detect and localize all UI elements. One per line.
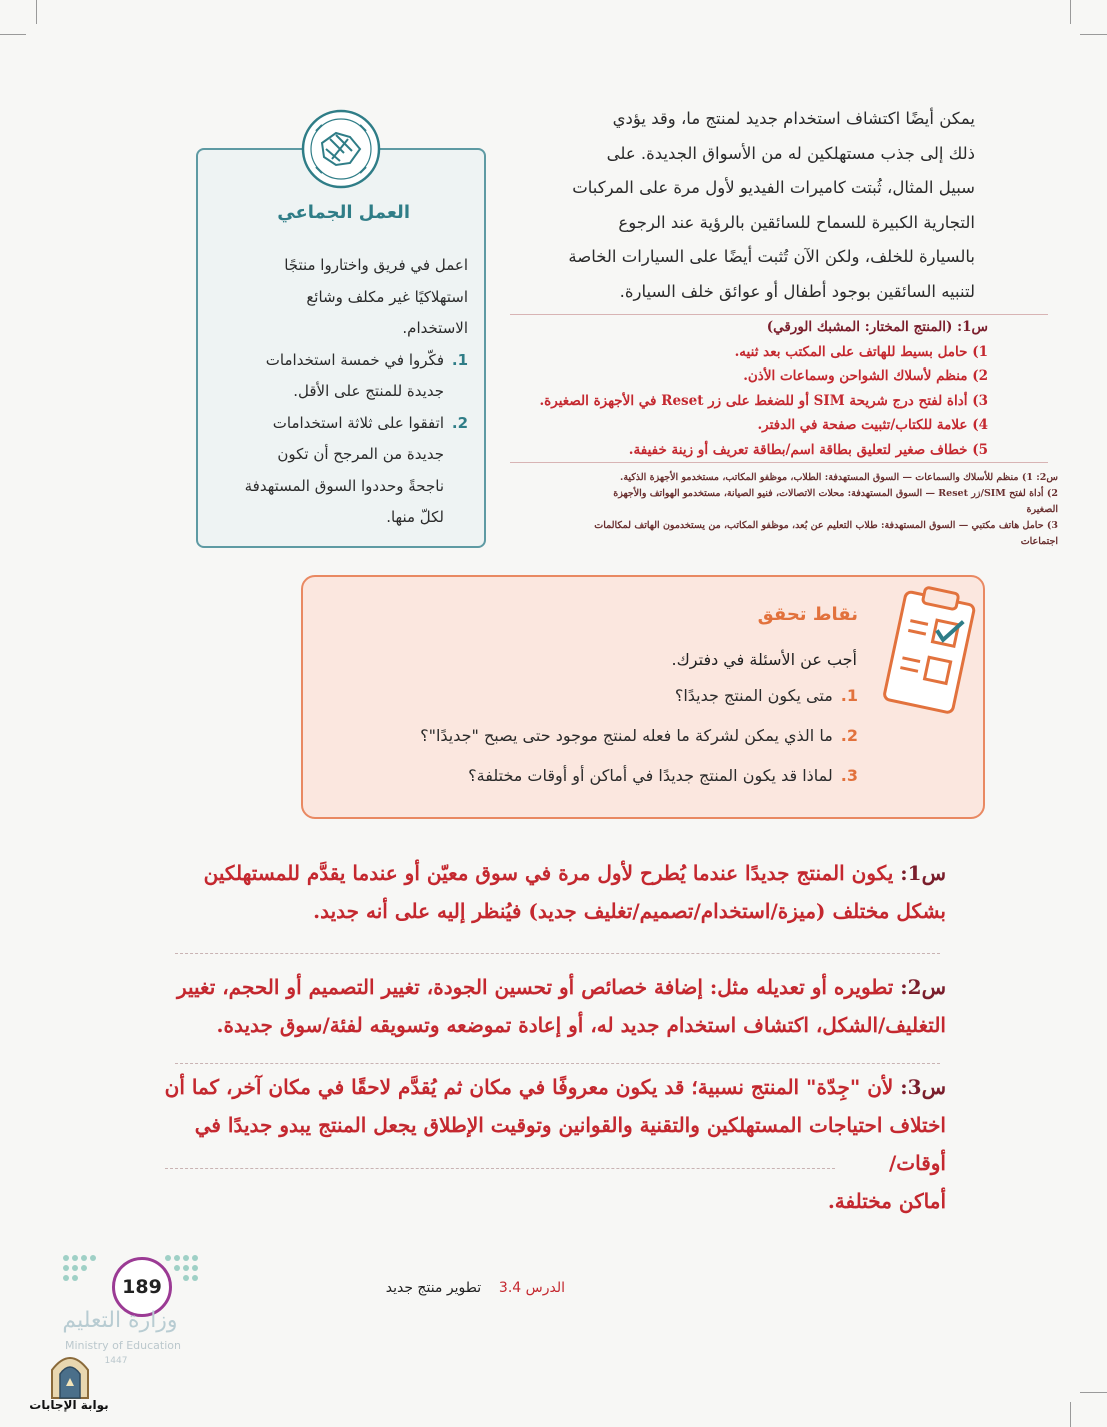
teamwork-title: العمل الجماعي xyxy=(277,202,410,223)
question-text: لماذا قد يكون المنتج جديدًا في أماكن أو أوقات مختلفة؟ xyxy=(468,766,833,785)
answer-label: س3: xyxy=(900,1075,946,1099)
answer-3 xyxy=(160,1068,946,1220)
crop-mark xyxy=(0,34,26,35)
teamwork-item-number: 1. xyxy=(451,350,468,369)
team-market-answer xyxy=(530,470,1058,550)
team-market-line: الصغيرة xyxy=(1026,504,1058,515)
main-paragraph xyxy=(515,102,975,309)
crop-mark xyxy=(36,0,37,24)
team-answer-line: 4) علامة للكتاب/تثبيت صفحة في الدفتر. xyxy=(757,417,988,433)
teamwork-intro-line: استهلاكيًا غير مكلف وشائع xyxy=(306,287,468,306)
team-market-line: س2: 1) منظم للأسلاك والسماعات — السوق المستهدفة: الطلاب، موظفو المكاتب، مستخدمو الأجهزة الذكية. xyxy=(620,472,1058,483)
crop-mark xyxy=(1080,34,1107,35)
teamwork-item-number: 2. xyxy=(451,413,468,432)
crop-mark xyxy=(1070,1402,1071,1427)
question-text: ما الذي يمكن لشركة ما فعله لمنتج موجود حتى يصبح "جديدًا"؟ xyxy=(420,726,833,745)
paragraph-line: بالسيارة للخلف، ولكن الآن تُثبت أيضًا على السيارات الخاصة xyxy=(568,247,975,266)
paragraph-line: سبيل المثال، ثُبتت كاميرات الفيديو لأول مرة على المركبات xyxy=(572,178,975,197)
checkpoint-question xyxy=(675,686,858,705)
team-market-line: 2) أداة لفتح SIM/زر Reset — السوق المستهدفة: محلات الاتصالات، فنيو الصيانة، مستخدمو الهواتف والأجهزة xyxy=(613,488,1058,499)
answer-label: س1: xyxy=(900,861,946,885)
answer-label: س2: xyxy=(900,975,946,999)
checkpoint-question xyxy=(420,726,858,745)
answer-line: أماكن مختلفة. xyxy=(827,1189,946,1213)
team-market-line: اجتماعات xyxy=(1020,536,1058,547)
team-answer-line: 2) منظم لأسلاك الشواحن وسماعات الأذن. xyxy=(743,368,988,384)
lesson-footer xyxy=(340,1280,565,1296)
teamwork-body xyxy=(210,250,468,534)
mosque-door-logo-icon xyxy=(48,1348,92,1400)
lesson-title: تطوير منتج جديد xyxy=(385,1280,482,1296)
answer-2 xyxy=(160,968,946,1044)
answer-1 xyxy=(160,854,946,930)
lesson-label: الدرس 3.4 xyxy=(498,1280,565,1296)
answer-line: بشكل مختلف (ميزة/استخدام/تصميم/تغليف جديد) فيُنظر إليه على أنه جديد. xyxy=(313,899,946,923)
teamwork-item-line: جديدة للمنتج على الأقل. xyxy=(293,382,444,400)
answer-line: لأن "جِدّة" المنتج نسبية؛ قد يكون معروفًا في مكان ثم يُقدَّم لاحقًا في مكان آخر، كما أن xyxy=(164,1075,894,1099)
teamwork-intro-line: اعمل في فريق واختاروا منتجًا xyxy=(284,256,468,274)
team-market-line: 3) حامل هاتف مكتبي — السوق المستهدفة: طلاب التعليم عن بُعد، موظفو المكاتب، من يستخدمون الهاتف لمكالمات xyxy=(594,520,1058,531)
answer-rule xyxy=(175,1063,940,1064)
team-answer-line: س1: (المنتج المختار: المشبك الورقي) xyxy=(766,319,988,335)
crop-mark xyxy=(1070,0,1071,24)
team-answer xyxy=(508,315,988,462)
answer-line: يكون المنتج جديدًا عندما يُطرح لأول مرة في سوق معيّن أو عندما يقدَّم للمستهلكين xyxy=(203,861,894,885)
paragraph-line: يمكن أيضًا اكتشاف استخدام جديد لمنتج ما، وقد يؤدي xyxy=(612,109,975,128)
teamwork-item-line: اتفقوا على ثلاثة استخدامات xyxy=(272,413,444,432)
teamwork-item-line: جديدة من المرجح أن تكون xyxy=(277,445,444,463)
paragraph-line: ذلك إلى جذب مستهلكين له من الأسواق الجديدة. على xyxy=(606,143,975,163)
ministry-name-english: Ministry of Education xyxy=(64,1339,181,1352)
checkpoint-title: نقاط تحقق xyxy=(757,604,858,625)
team-answer-line: 1) حامل بسيط للهاتف على المكتب بعد ثنيه. xyxy=(734,343,988,360)
teamwork-item xyxy=(210,408,468,534)
question-number: 2. xyxy=(840,726,858,745)
page-number: 189 xyxy=(112,1257,172,1317)
answer-line: اختلاف احتياجات المستهلكين والتقنية والقوانين وتوقيت الإطلاق يجعل المنتج يبدو جديدًا في أوقات/ xyxy=(194,1113,946,1175)
team-answer-line: 5) خطاف صغير لتعليق بطاقة اسم/بطاقة تعريف أو زينة خفيفة. xyxy=(628,441,988,458)
site-label: بوابة الإجابات xyxy=(29,1398,109,1412)
paragraph-line: التجارية الكبيرة للسماح للسائقين بالرؤية عند الرجوع xyxy=(618,212,975,232)
answer-rule xyxy=(165,1168,835,1169)
question-text: متى يكون المنتج جديدًا؟ xyxy=(674,686,833,705)
ministry-name-arabic: وزارة التعليم xyxy=(62,1308,178,1333)
teamwork-item-line: لكلّ منها. xyxy=(386,508,444,526)
paragraph-line: لتنبيه السائقين بوجود أطفال أو عوائق خلف السيارة. xyxy=(619,281,975,301)
teamwork-item-line: فكّروا في خمسة استخدامات xyxy=(265,350,444,369)
teamwork-intro-line: الاستخدام. xyxy=(402,319,468,337)
crop-mark xyxy=(1080,1392,1107,1393)
checkpoint-intro: أجب عن الأسئلة في دفترك. xyxy=(671,650,857,669)
teamwork-item-line: ناجحةً وحددوا السوق المستهدفة xyxy=(244,476,444,495)
answer-line: التغليف/الشكل، اكتشاف استخدام جديد له، أو إعادة تموضعه وتسويقه لفئة/سوق جديدة. xyxy=(216,1013,946,1037)
checkpoint-question xyxy=(468,766,858,785)
question-number: 3. xyxy=(840,766,858,785)
teamwork-item xyxy=(210,345,468,408)
answer-line: تطويره أو تعديله مثل: إضافة خصائص أو تحسين الجودة، تغيير التصميم أو الحجم، تغيير xyxy=(176,975,894,999)
team-answer-line: 3) أداة لفتح درج شريحة SIM أو للضغط على زر Reset في الأجهزة الصغيرة. xyxy=(539,392,988,409)
teamwork-hands-icon xyxy=(292,103,390,201)
answer-rule xyxy=(175,953,940,954)
question-number: 1. xyxy=(840,686,858,705)
answer-rule xyxy=(510,462,1048,463)
clipboard-checklist-icon xyxy=(880,583,976,723)
ministry-year: 1447 xyxy=(104,1356,128,1366)
